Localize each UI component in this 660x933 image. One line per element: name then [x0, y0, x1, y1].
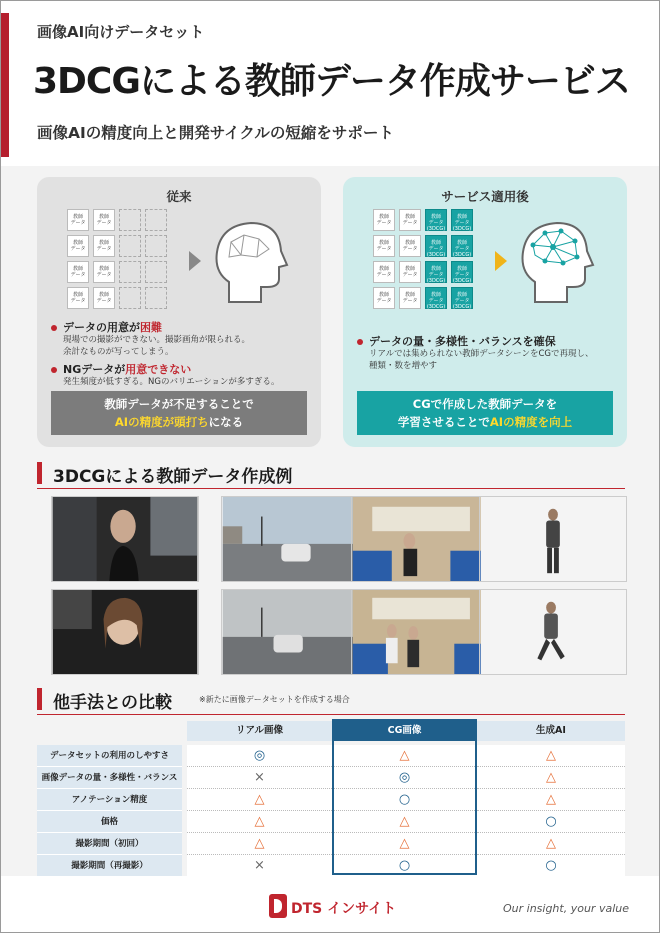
rating-cell: △: [477, 767, 625, 789]
bullet-desc: [63, 376, 279, 388]
rating-cell: △: [332, 811, 477, 833]
data-cell: 教師 データ: [373, 287, 395, 309]
row-label: データセットの利用のしやすさ: [37, 745, 182, 767]
accent-bar: [1, 13, 9, 157]
empty-cell: [145, 235, 167, 257]
bullet-desc: [63, 334, 250, 358]
cg-data-cell: 教師 データ (3DCG): [425, 235, 447, 257]
empty-cell: [145, 287, 167, 309]
tagline: Our insight, your value: [502, 902, 629, 915]
arrow-icon: [495, 251, 507, 271]
panel-conventional: [37, 177, 321, 447]
company-name: DTS インサイト: [291, 901, 397, 917]
data-cell: 教師 データ: [67, 209, 89, 231]
cg-data-cell: 教師 データ (3DCG): [425, 287, 447, 309]
empty-cell: [145, 261, 167, 283]
bullet-ng: NGデータが用意できない: [51, 361, 191, 377]
ai-head-icon: [515, 217, 595, 307]
empty-cell: [119, 287, 141, 309]
rating-cell: ○: [332, 855, 477, 877]
cg-data-cell: 教師 データ (3DCG): [451, 209, 473, 231]
row-label: アノテーション精度: [37, 789, 182, 811]
empty-cell: [119, 209, 141, 231]
page-title: 3DCGによる教師データ作成サービス: [33, 61, 630, 102]
column-header-cg: CG画像: [332, 721, 477, 741]
example-image-bus-passengers: [351, 589, 499, 675]
header: [1, 1, 659, 166]
row-label: 画像データの量・多様性・バランス: [37, 767, 182, 789]
desc-line: リアルでは集められない教師データシーンをCGで再現し、: [369, 349, 594, 359]
example-image-street-day: [221, 496, 369, 582]
rating-cell: ×: [187, 855, 332, 877]
example-image-bus-interior: [351, 496, 499, 582]
data-cell: 教師 データ: [373, 261, 395, 283]
cg-data-cell: 教師 データ (3DCG): [425, 209, 447, 231]
data-grid: [67, 209, 167, 309]
callout-line: CGで作成した教師データを: [412, 397, 558, 411]
callout-line: 教師データが不足することで: [104, 397, 254, 411]
section-divider: [37, 714, 625, 715]
rating-cell: ×: [187, 767, 332, 789]
arrow-icon: [189, 251, 201, 271]
rating-cell: ◎: [187, 745, 332, 767]
rating-cell: ◎: [332, 767, 477, 789]
rating-cell: △: [187, 789, 332, 811]
desc-line: 発生頻度が低すぎる。NGのバリエーションが多すぎる。: [63, 377, 280, 387]
section-marker: [37, 688, 42, 710]
column-header-real: リアル画像: [187, 721, 332, 741]
cg-data-cell: 教師 データ (3DCG): [451, 261, 473, 283]
desc-line: 種類・数を増やす: [369, 361, 438, 371]
cg-data-cell: 教師 データ (3DCG): [451, 235, 473, 257]
rating-cell: △: [477, 789, 625, 811]
data-cell: 教師 データ: [373, 235, 395, 257]
example-image-street-rain: [221, 589, 369, 675]
empty-cell: [119, 235, 141, 257]
ai-head-icon: [209, 217, 289, 307]
panel-title: サービス適用後: [441, 189, 529, 204]
desc-line: 現場での撮影ができない。撮影画角が限られる。: [63, 335, 251, 345]
data-cell: 教師 データ: [93, 235, 115, 257]
data-grid: [373, 209, 473, 309]
section-title: 他手法との比較: [53, 693, 172, 713]
bullet-ensure: データの量・多様性・バランスを確保: [357, 333, 556, 349]
rating-cell: ○: [477, 811, 625, 833]
bullet-difficult: データの用意が困難: [51, 319, 162, 335]
callout-service: [357, 391, 613, 435]
rating-cell: ○: [477, 855, 625, 877]
section-note: ※新たに画像データセットを作成する場合: [199, 695, 350, 704]
rating-cell: △: [477, 745, 625, 767]
empty-cell: [145, 209, 167, 231]
data-cell: 教師 データ: [93, 261, 115, 283]
data-cell: 教師 データ: [399, 235, 421, 257]
example-image-pedestrian: [479, 496, 627, 582]
data-cell: 教師 データ: [399, 209, 421, 231]
rating-cell: ○: [332, 789, 477, 811]
data-cell: 教師 データ: [399, 261, 421, 283]
data-cell: 教師 データ: [373, 209, 395, 231]
example-image-driver-female: [51, 589, 199, 675]
cg-data-cell: 教師 データ (3DCG): [451, 287, 473, 309]
rating-cell: △: [477, 833, 625, 855]
example-image-driver-male: [51, 496, 199, 582]
section-examples: [37, 459, 625, 489]
company-logo: [269, 894, 399, 920]
data-cell: 教師 データ: [399, 287, 421, 309]
panel-title: 従来: [166, 189, 192, 204]
logo-mark-icon: [269, 894, 287, 918]
data-cell: 教師 データ: [67, 235, 89, 257]
comparison-table: [37, 721, 625, 875]
rating-cell: △: [187, 811, 332, 833]
rating-cell: △: [332, 833, 477, 855]
data-cell: 教師 データ: [67, 261, 89, 283]
data-cell: 教師 データ: [67, 287, 89, 309]
example-image-runner: [479, 589, 627, 675]
cg-data-cell: 教師 データ (3DCG): [425, 261, 447, 283]
callout-conventional: [51, 391, 307, 435]
footer: [1, 876, 659, 932]
callout-line: AIの精度が頭打ちになる: [114, 415, 244, 429]
desc-line: 余計なものが写ってしまう。: [63, 347, 174, 357]
section-comparison: [37, 685, 625, 715]
pretitle: 画像AI向けデータセット: [37, 23, 205, 41]
column-header-genai: 生成AI: [477, 721, 625, 741]
section-divider: [37, 488, 625, 489]
section-title: 3DCGによる教師データ作成例: [53, 467, 293, 487]
section-marker: [37, 462, 42, 484]
data-cell: 教師 データ: [93, 287, 115, 309]
callout-line: 学習させることでAIの精度を向上: [397, 415, 573, 429]
data-cell: 教師 データ: [93, 209, 115, 231]
empty-cell: [119, 261, 141, 283]
row-label: 価格: [37, 811, 182, 833]
row-label: 撮影期間（再撮影）: [37, 855, 182, 877]
rating-cell: △: [332, 745, 477, 767]
rating-cell: △: [187, 833, 332, 855]
bullet-desc: [369, 348, 594, 372]
panel-after-service: [343, 177, 627, 447]
page-subtitle: 画像AIの精度向上と開発サイクルの短縮をサポート: [37, 124, 394, 142]
row-label: 撮影期間（初回）: [37, 833, 182, 855]
